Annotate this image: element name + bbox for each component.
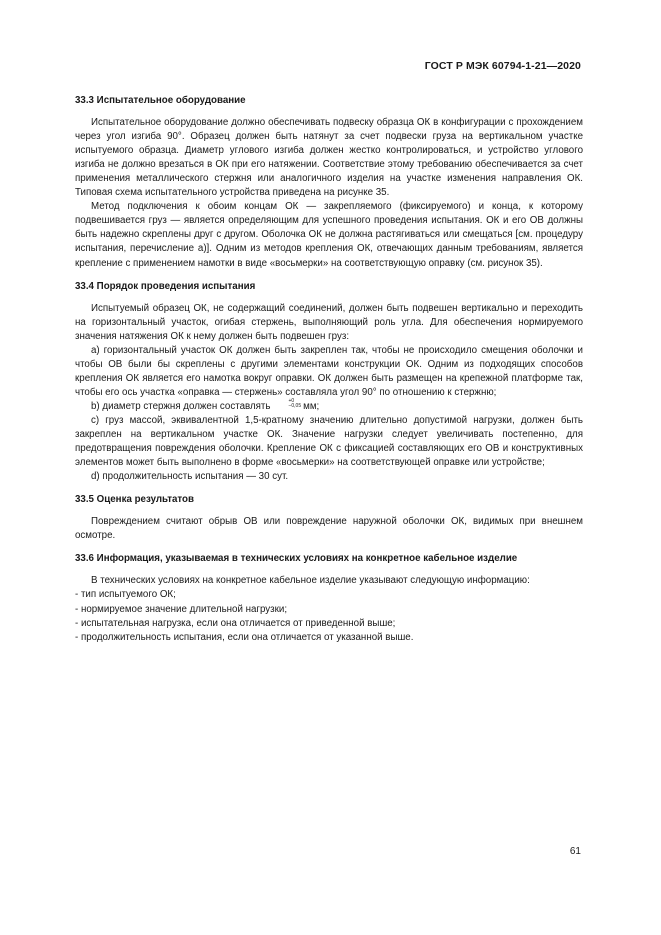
section-33-5-title: 33.5 Оценка результатов <box>75 494 194 506</box>
item-b-suffix: мм; <box>303 400 320 412</box>
item-b-prefix: b) диаметр стержня должен составлять <box>91 400 271 412</box>
section-33-6-paragraph-1: В технических условиях на конкретное кабельное изделие указывают следующую информацию: <box>91 575 530 587</box>
list-item: - испытательная нагрузка, если она отличается от приведенной выше; <box>75 617 396 629</box>
section-33-4-item-d: d) продолжительность испытания — 30 сут. <box>91 471 289 483</box>
section-33-3-paragraph-1: Испытательное оборудование должно обеспечивать подвеску образца ОК в конфигурации с прохождением через угол изгиба 90°. Образец должен быть натянут за счет подвески груза на вертикальном участке испытуемого образца. Диаметр углового изгиба должен жестко контролироваться, и устройство углового изгиба не должно врезаться в ОК при его натяжении. Соответствие этому требованию обеспечивается за счет применения металлического стержня или аналогичного изделия на участке изменения направления ОК. Типовая схема испытательного устройства приведена на рисунке 35. <box>75 117 583 199</box>
tolerance-upper: +0 <box>288 398 295 405</box>
rod-diameter-tolerance <box>272 399 301 409</box>
list-item: - продолжительность испытания, если она отличается от указанной выше. <box>75 631 414 643</box>
page-number: 61 <box>569 846 581 857</box>
tolerance-lower: −0,05 <box>288 403 302 410</box>
page-content <box>75 94 583 645</box>
section-33-6-list <box>75 588 583 644</box>
list-item: - нормируемое значение длительной нагрузки; <box>75 603 288 615</box>
list-item: - тип испытуемого ОК; <box>75 589 176 601</box>
section-33-4-item-b <box>75 400 583 414</box>
section-33-3-paragraph-2: Метод подключения к обоим концам ОК — закрепляемого (фиксируемого) и конца, к которому подвешивается груз — является определяющим для успешного проведения испытания. ОК и его ОВ должны быть надежно скреплены друг с другом. Оболочка ОК не должна растягиваться или смещаться [см. процедуру испытания, перечисление а)]. Одним из методов крепления ОК, отвечающих данным требованиям, является крепление с применением намотки в виде «восьмерки» на соответствующую оправку (см. рисунок 35). <box>75 201 583 269</box>
section-33-5-paragraph-1: Повреждением считают обрыв ОВ или повреждение наружной оболочки ОК, видимых при внешнем осмотре. <box>75 516 583 542</box>
section-33-3-title: 33.3 Испытательное оборудование <box>75 95 246 106</box>
section-33-4-title: 33.4 Порядок проведения испытания <box>75 280 256 292</box>
section-33-4-paragraph-1: Испытуемый образец ОК, не содержащий соединений, должен быть подвешен вертикально и переходить на горизонтальный участок, огибая стержень, выполняющий роль угла. Для обеспечения нормируемого значения натяжения ОК к нему должен быть подвешен груз: <box>75 302 583 342</box>
section-33-4-item-c: с) груз массой, эквивалентной 1,5-кратному значению длительно допустимой нагрузки, должен быть закреплен на вертикальном участке ОК. Значение нагрузки следует увеличивать постепенно, для предотвращения повреждения оболочки. Крепление ОК с фиксацией составляющих его ОВ и конструктивных элементов может быть выполнено в форме «восьмерки» на соответствующей оправке или устройстве; <box>75 414 583 469</box>
document-code-header: ГОСТ Р МЭК 60794-1-21—2020 <box>424 60 581 72</box>
section-33-4-item-a: а) горизонтальный участок ОК должен быть закреплен так, чтобы не происходило смещения оболочки и чтобы ОВ были бы скреплены с другими элементами конструкции ОК. Одним из подходящих способов крепления ОК является его намотка вокруг оправки. ОК должен быть размещен на крепежной платформе так, чтобы его ось участка «оправка — стержень» составляла угол 90° по отношению к стержню; <box>75 344 583 398</box>
section-33-6-title: 33.6 Информация, указываемая в технических условиях на конкретное кабельное изделие <box>75 553 518 565</box>
